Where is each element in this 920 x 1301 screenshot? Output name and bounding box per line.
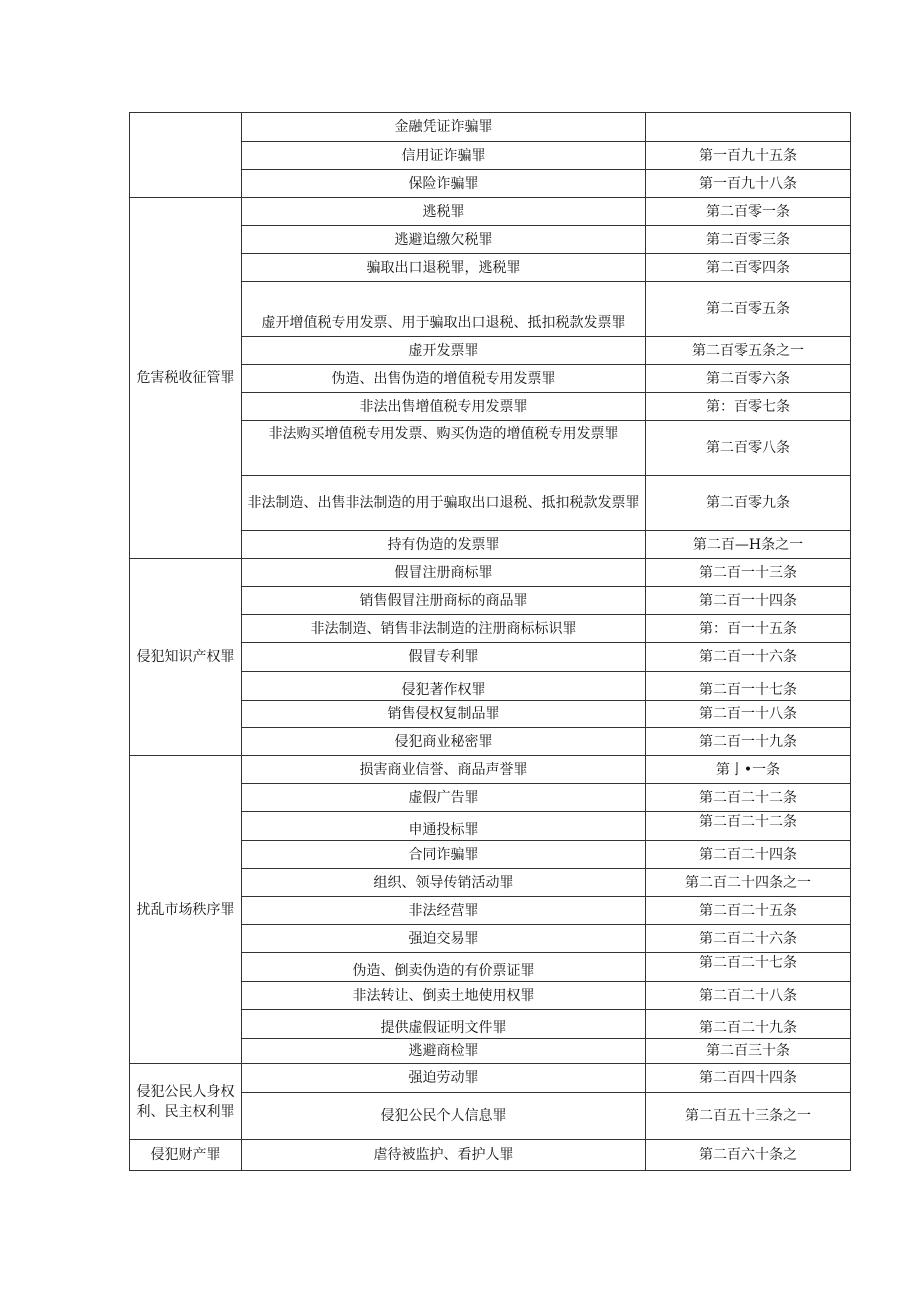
crime-name-cell: 非法制造、出售非法制造的用于骗取出口退税、抵扣税款发票罪 — [242, 476, 646, 531]
crime-name-cell: 持有伪造的发票罪 — [242, 531, 646, 559]
crime-name-cell: 强迫交易罪 — [242, 925, 646, 953]
article-cell: 第二百零四条 — [646, 254, 851, 282]
crime-name-cell: 非法经营罪 — [242, 897, 646, 925]
article-cell — [646, 113, 851, 142]
crime-name-cell: 损害商业信誉、商品声誉罪 — [242, 756, 646, 784]
article-cell: 第二百一十三条 — [646, 559, 851, 587]
crime-name-cell: 骗取出口退税罪，逃税罪 — [242, 254, 646, 282]
crime-name-cell: 强迫劳动罪 — [242, 1064, 646, 1093]
crime-name-cell: 侵犯商业秘密罪 — [242, 728, 646, 756]
crime-name-cell: 销售假冒注册商标的商品罪 — [242, 587, 646, 615]
crime-name-cell: 侵犯著作权罪 — [242, 672, 646, 701]
article-cell: 第：百零七条 — [646, 393, 851, 421]
category-cell: 侵犯公民人身权利、民主权利罪 — [130, 1064, 242, 1140]
article-cell: 第二百一十九条 — [646, 728, 851, 756]
article-cell: 第一百九十八条 — [646, 170, 851, 198]
crime-name-cell: 销售侵权复制品罪 — [242, 701, 646, 728]
article-cell: 第二百零五条 — [646, 282, 851, 337]
crime-name-cell: 非法制造、销售非法制造的注册商标标识罪 — [242, 615, 646, 643]
article-cell: 第二百零六条 — [646, 365, 851, 393]
crime-name-cell: 虚假广告罪 — [242, 784, 646, 812]
article-cell: 第二百零一条 — [646, 198, 851, 226]
article-cell: 第二百二十二条 — [646, 784, 851, 812]
category-cell: 侵犯财产罪 — [130, 1140, 242, 1171]
crime-name-cell: 假冒专利罪 — [242, 643, 646, 672]
crime-name-cell: 假冒注册商标罪 — [242, 559, 646, 587]
category-cell — [130, 113, 242, 198]
crime-article-table — [129, 112, 851, 1171]
category-cell: 侵犯知识产权罪 — [130, 559, 242, 756]
crime-name-cell: 金融凭证诈骗罪 — [242, 113, 646, 142]
article-cell: 第二百五十三条之一 — [646, 1093, 851, 1140]
article-cell: 第二百零九条 — [646, 476, 851, 531]
crime-name-cell: 虐待被监护、看护人罪 — [242, 1140, 646, 1171]
article-cell: 第：百一十五条 — [646, 615, 851, 643]
article-cell: 第二百二十六条 — [646, 925, 851, 953]
category-cell: 危害税收征管罪 — [130, 198, 242, 559]
crime-name-cell: 提供虚假证明文件罪 — [242, 1010, 646, 1039]
crime-name-cell: 保险诈骗罪 — [242, 170, 646, 198]
article-cell: 第二百二十九条 — [646, 1010, 851, 1039]
article-cell: 第二百零五条之一 — [646, 337, 851, 365]
crime-name-cell: 伪造、倒卖伪造的有价票证罪 — [242, 953, 646, 982]
article-cell: 第二百一十八条 — [646, 701, 851, 728]
article-cell: 第二百一十七条 — [646, 672, 851, 701]
crime-name-cell: 非法购买增值税专用发票、购买伪造的增值税专用发票罪 — [242, 421, 646, 476]
article-cell: 第二百零三条 — [646, 226, 851, 254]
crime-name-cell: 虚开发票罪 — [242, 337, 646, 365]
article-cell: 第二百三十条 — [646, 1039, 851, 1064]
article-cell: 第二百二十七条 — [646, 953, 851, 982]
article-cell: 第亅•一条 — [646, 756, 851, 784]
crime-name-cell: 虚开增值税专用发票、用于骗取出口退税、抵扣税款发票罪 — [242, 282, 646, 337]
crime-name-cell: 逃避商检罪 — [242, 1039, 646, 1064]
article-cell: 第二百二十二条 — [646, 812, 851, 841]
category-cell: 扰乱市场秩序罪 — [130, 756, 242, 1064]
article-cell: 第二百一十四条 — [646, 587, 851, 615]
crime-name-cell: 逃税罪 — [242, 198, 646, 226]
article-cell: 第二百二十四条之一 — [646, 869, 851, 897]
crime-name-cell: 信用证诈骗罪 — [242, 142, 646, 170]
article-cell: 第一百九十五条 — [646, 142, 851, 170]
crime-name-cell: 侵犯公民个人信息罪 — [242, 1093, 646, 1140]
crime-name-cell: 申通投标罪 — [242, 812, 646, 841]
article-cell: 第二百一十六条 — [646, 643, 851, 672]
article-cell: 第二百二十五条 — [646, 897, 851, 925]
crime-name-cell: 非法转让、倒卖土地使用权罪 — [242, 982, 646, 1010]
article-cell: 第二百零八条 — [646, 421, 851, 476]
crime-name-cell: 组织、领导传销活动罪 — [242, 869, 646, 897]
crime-name-cell: 非法出售增值税专用发票罪 — [242, 393, 646, 421]
crime-name-cell: 合同诈骗罪 — [242, 841, 646, 869]
crime-name-cell: 逃避追缴欠税罪 — [242, 226, 646, 254]
article-cell: 第二百—H条之一 — [646, 531, 851, 559]
article-cell: 第二百四十四条 — [646, 1064, 851, 1093]
article-cell: 第二百二十八条 — [646, 982, 851, 1010]
crime-name-cell: 伪造、出售伪造的增值税专用发票罪 — [242, 365, 646, 393]
article-cell: 第二百二十四条 — [646, 841, 851, 869]
article-cell: 第二百六十条之 — [646, 1140, 851, 1171]
